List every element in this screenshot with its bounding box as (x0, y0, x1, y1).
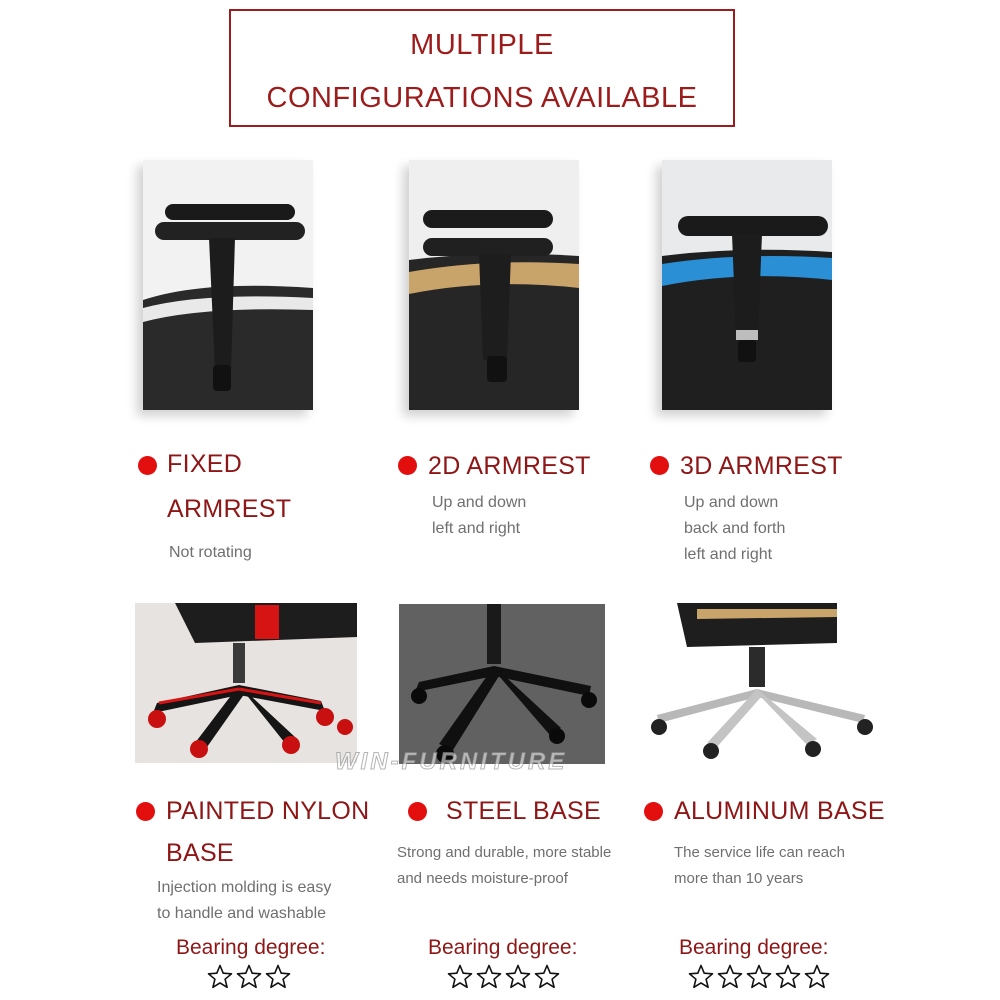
watermark-text: WIN-FURNITURE (335, 748, 568, 775)
3d-armrest-desc-3: left and right (684, 546, 773, 563)
3d-armrest-title: 3D ARMREST (680, 452, 843, 480)
star-outline-icon (447, 964, 473, 990)
nylon-bearing-label: Bearing degree: (176, 936, 326, 959)
2d-armrest-illustration (409, 160, 579, 410)
header-title-line1: MULTIPLE (410, 29, 554, 61)
nylon-base-desc-2: to handle and washable (157, 905, 327, 922)
aluminum-base-title: ALUMINUM BASE (674, 797, 885, 825)
3d-armrest-photo (662, 160, 832, 410)
bullet-dot-icon (136, 802, 155, 821)
fixed-armrest-illustration (143, 160, 313, 410)
star-outline-icon (688, 964, 714, 990)
nylon-base-illustration (135, 603, 357, 763)
star-outline-icon (746, 964, 772, 990)
steel-base-desc-2: and needs moisture-proof (397, 870, 568, 887)
3d-armrest-desc-2: back and forth (684, 520, 786, 537)
steel-base-illustration (399, 604, 605, 764)
aluminum-base-photo (637, 603, 886, 765)
star-outline-icon (265, 964, 291, 990)
aluminum-base-desc-2: more than 10 years (674, 870, 804, 887)
aluminum-base-illustration (637, 603, 886, 765)
steel-bearing-label: Bearing degree: (428, 936, 578, 959)
aluminum-bearing-stars (688, 964, 830, 990)
bullet-dot-icon (138, 456, 157, 475)
bullet-dot-icon (398, 456, 417, 475)
header-title-line2: CONFIGURATIONS AVAILABLE (266, 82, 698, 114)
star-outline-icon (775, 964, 801, 990)
2d-armrest-title: 2D ARMREST (428, 452, 591, 480)
star-outline-icon (207, 964, 233, 990)
3d-armrest-desc-1: Up and down (684, 494, 779, 511)
2d-armrest-photo (409, 160, 579, 410)
steel-base-title: STEEL BASE (446, 797, 601, 825)
2d-armrest-desc-1: Up and down (432, 494, 527, 511)
steel-base-desc-1: Strong and durable, more stable (397, 844, 612, 861)
aluminum-base-desc-1: The service life can reach (674, 844, 845, 861)
fixed-armrest-desc: Not rotating (169, 544, 252, 561)
aluminum-bearing-label: Bearing degree: (679, 936, 829, 959)
steel-base-photo (399, 604, 605, 764)
bullet-dot-icon (644, 802, 663, 821)
star-outline-icon (236, 964, 262, 990)
nylon-base-desc-1: Injection molding is easy (157, 879, 332, 896)
3d-armrest-illustration (662, 160, 832, 410)
steel-bearing-stars (447, 964, 560, 990)
fixed-armrest-title-line1: FIXED (167, 450, 243, 478)
star-outline-icon (534, 964, 560, 990)
star-outline-icon (476, 964, 502, 990)
star-outline-icon (505, 964, 531, 990)
star-outline-icon (804, 964, 830, 990)
fixed-armrest-photo (143, 160, 313, 410)
star-outline-icon (717, 964, 743, 990)
2d-armrest-desc-2: left and right (432, 520, 521, 537)
nylon-base-title-line1: PAINTED NYLON (166, 797, 370, 825)
bullet-dot-icon (650, 456, 669, 475)
bullet-dot-icon (408, 802, 427, 821)
painted-nylon-base-photo (135, 603, 357, 763)
header-box (229, 9, 735, 127)
fixed-armrest-title-line2: ARMREST (167, 495, 292, 523)
nylon-base-title-line2: BASE (166, 839, 234, 867)
nylon-bearing-stars (207, 964, 291, 990)
